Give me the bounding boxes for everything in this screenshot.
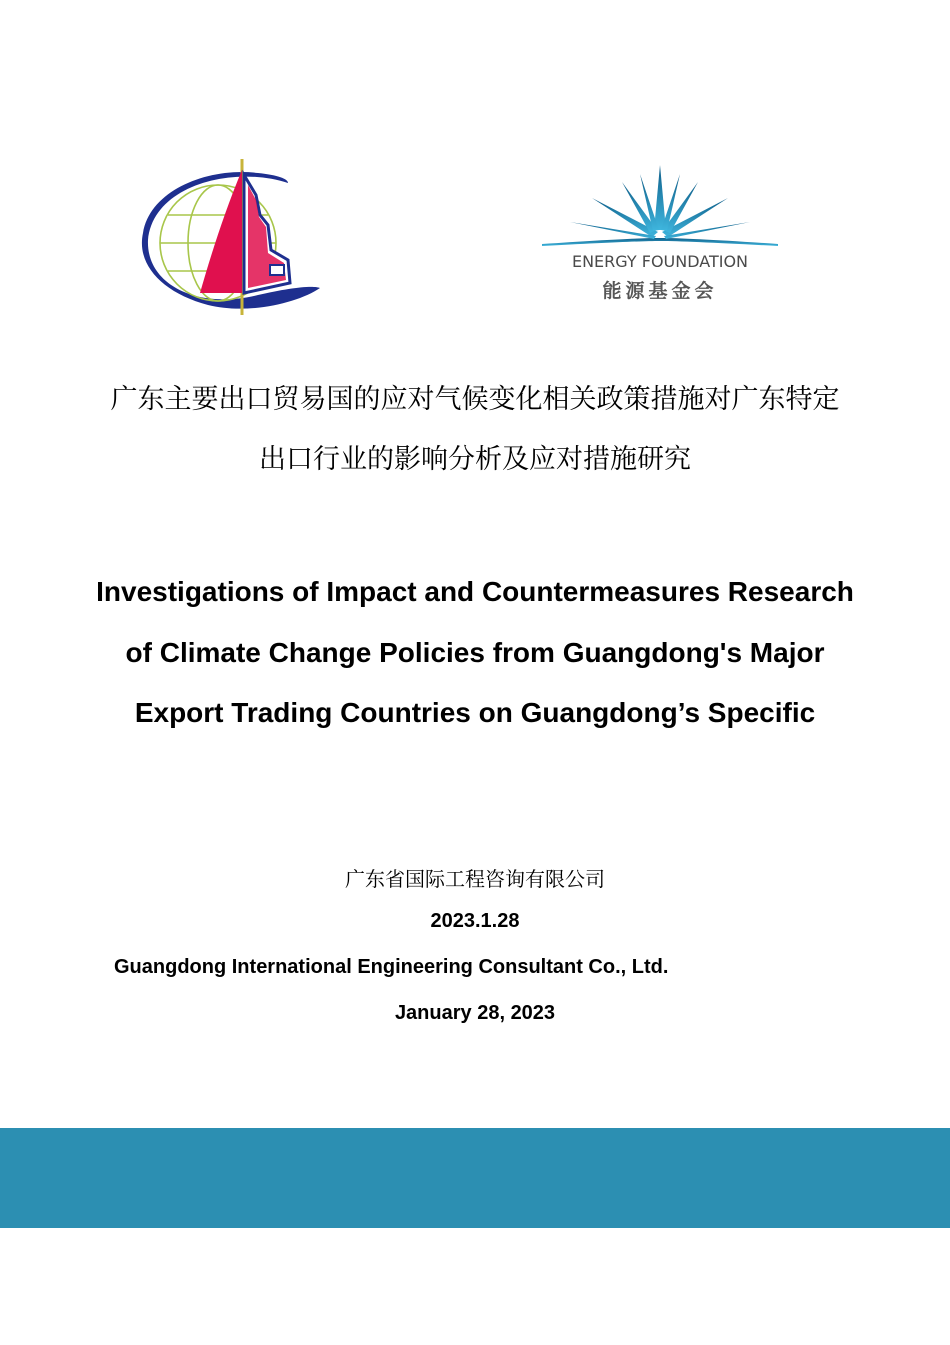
footer-band [0, 1128, 950, 1228]
energy-foundation-name-zh: 能源基金会 [602, 280, 718, 302]
energy-foundation-starburst-icon [540, 160, 780, 250]
globe-sail-logo-icon [138, 155, 328, 320]
title-zh-line-2: 出口行业的影响分析及应对措施研究 [259, 444, 691, 475]
company-logo [138, 155, 328, 320]
title-en-line-2: of Climate Change Policies from Guangdong's Major [125, 637, 825, 668]
title-zh-line-1: 广东主要出口贸易国的应对气候变化相关政策措施对广东特定 [110, 384, 840, 415]
organization-name-zh: 广东省国际工程咨询有限公司 [345, 867, 605, 891]
energy-foundation-name-en: ENERGY FOUNDATION [571, 252, 749, 271]
energy-foundation-logo [540, 160, 780, 305]
date-english: January 28, 2023 [394, 1002, 556, 1024]
title-en-line-3: Export Trading Countries on Guangdong’s Specific [134, 697, 816, 728]
date-numeric: 2023.1.28 [430, 910, 520, 932]
title-en-line-1: Investigations of Impact and Countermeasures Research [96, 576, 854, 607]
organization-name-en: Guangdong International Engineering Consultant Co., Ltd. [114, 956, 669, 978]
